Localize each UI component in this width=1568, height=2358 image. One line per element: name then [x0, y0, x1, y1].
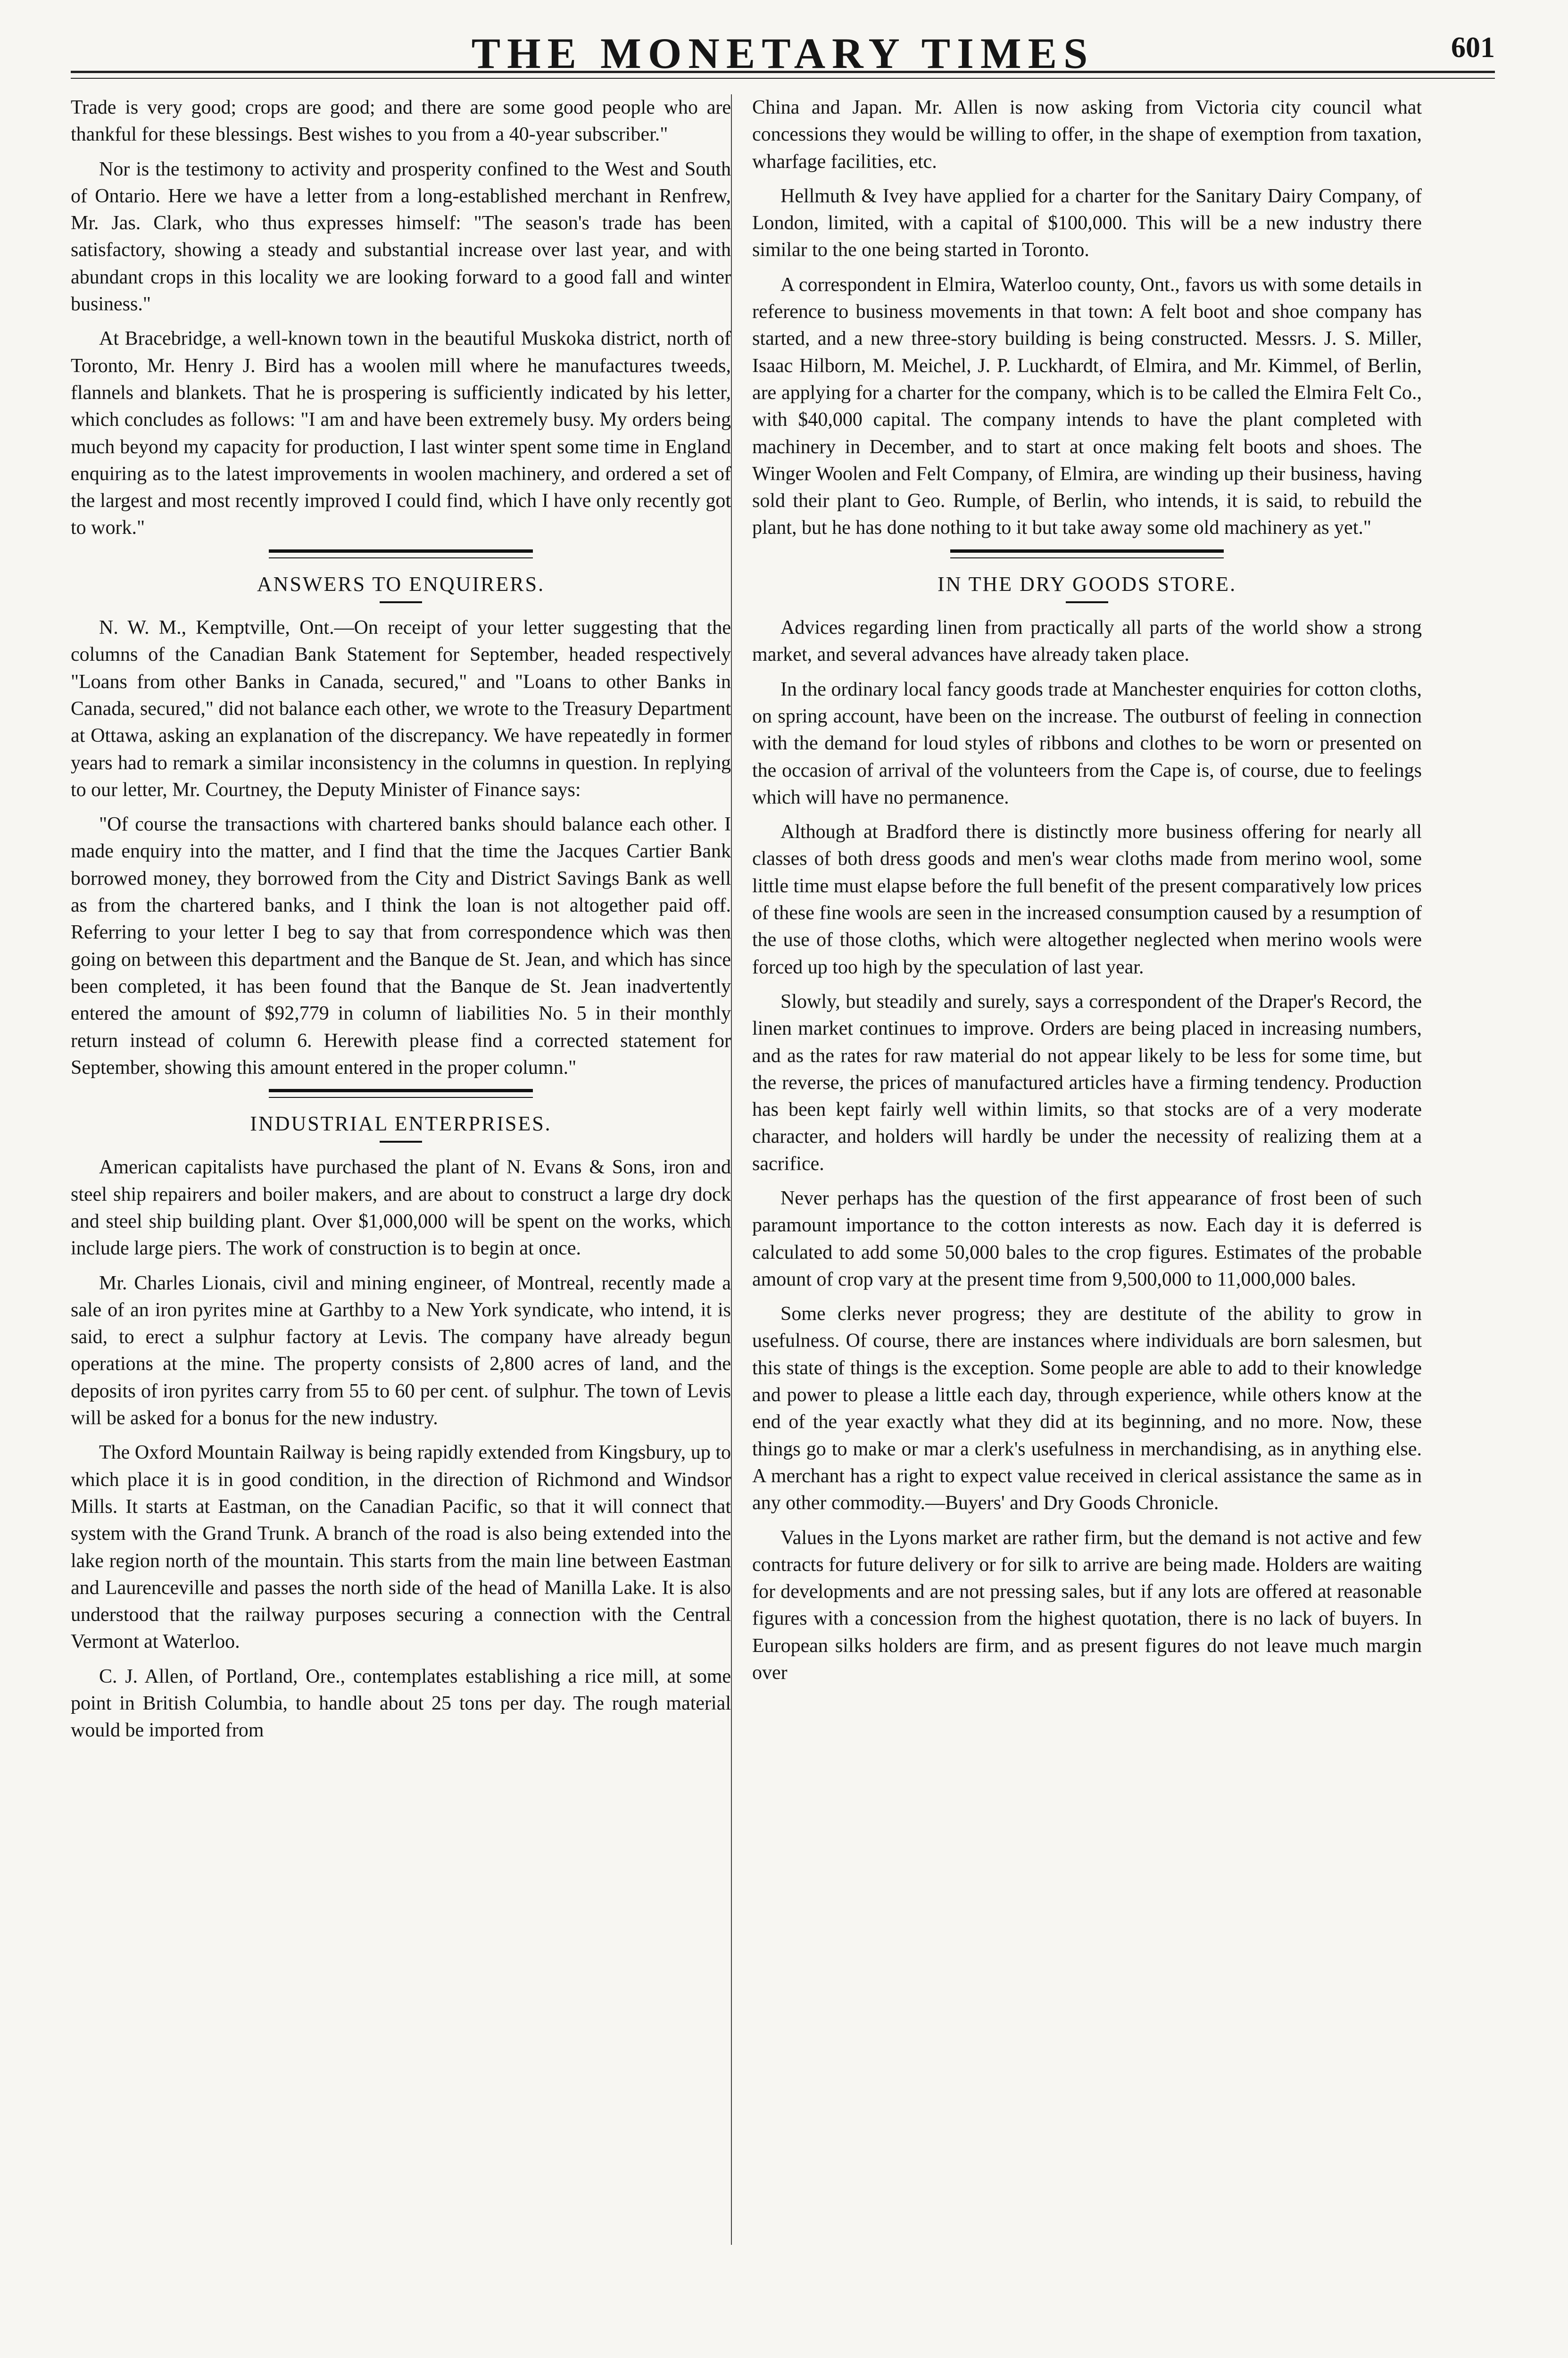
paragraph: Trade is very good; crops are good; and there are some good people who are thankful for these blessings. Best wishes to you from a 40-year subscriber." — [71, 97, 731, 146]
masthead — [71, 19, 1495, 77]
column-divider — [731, 94, 732, 2245]
paragraph: Some clerks never progress; they are destitute of the ability to grow in usefulness. Of course, there are instances where individuals are born salesmen, but this state of things is the exception. Some people are able to add to their knowledge and power to please a little each day, through experience, while others know at the end of the year exactly what they did at its beginning, and no more. Now, these things go to make or mar a clerk's usefulness in merchandising, as in anything else. A merchant has a right to expect value received in clerical assistance the same as in any other commodity.—Buyers' and Dry Goods Chronicle. — [752, 1303, 1422, 1514]
section-heading-answers: ANSWERS TO ENQUIRERS. — [257, 572, 545, 596]
paragraph: Nor is the testimony to activity and prosperity confined to the West and South of Ontario. Here we have a letter from a long-established merchant in Renfrew, Mr. Jas. Clark, who thus expresses himself: "The season's trade has been satisfactory, showing a steady and substantial increase over last year, and with abundant crops in this locality we are looking forward to a good fall and winter business." — [71, 158, 731, 316]
paragraph: In the ordinary local fancy goods trade at Manchester enquiries for cotton cloths, on spring account, have been on the increase. The outburst of feeling in connection with the demand for loud styles of ribbons and clothes to be worn or presented on the occasion of arrival of the volunteers from the Cape is, of course, due to feelings which will have no permanence. — [752, 678, 1422, 808]
page-number: 601 — [1451, 32, 1495, 64]
section-heading-industrial: INDUSTRIAL ENTERPRISES. — [250, 1112, 552, 1136]
heading-underline — [380, 1141, 422, 1143]
paragraph: "Of course the transactions with chartered banks should balance each other. I made enquiry into the matter, and I find that the time the Jacques Cartier Bank borrowed money, they borrowed from the City and District Savings Bank as well as from the chartered banks, and I think the loan is not altogether paid off. Referring to your letter I beg to say that from correspondence which was then going on between this department and the Banque de St. Jean, and which has since been completed, it has been found that the Banque de St. Jean inadvertently entered the amount of $92,779 in column of liabilities No. 5 in their monthly return instead of column 6. Herewith please find a corrected statement for September, showing this amount entered in the proper column." — [71, 814, 731, 1079]
paragraph: Values in the Lyons market are rather firm, but the demand is not active and few contracts for future delivery or for silk to arrive are being made. Holders are waiting for developments and are not pressing sales, but if any lots are offered at reasonable figures with a concession from the highest quotation, there is no lack of buyers. In European silks holders are firm, and as present figures do not leave much margin over — [752, 1527, 1422, 1684]
paragraph: The Oxford Mountain Railway is being rapidly extended from Kingsbury, up to which place it is in good condition, in the direction of Richmond and Windsor Mills. It starts at Eastman, on the Canadian Pacific, so that it will connect that system with the Grand Trunk. A branch of the road is also being extended into the lake region north of the mountain. This starts from the main line between Eastman and Laurenceville and passes the north side of the head of Manilla Lake. It is also understood that the railway purposes securing a connection with the Central Vermont at Waterloo. — [71, 1442, 731, 1653]
heading-underline — [380, 601, 422, 603]
left-column — [71, 94, 731, 1752]
paragraph: Slowly, but steadily and surely, says a correspondent of the Draper's Record, the linen market continues to improve. Orders are being placed in increasing numbers, and as the rates for raw material do not appear likely to be less for some time, but the reverse, the prices of manufactured articles have a firming tendency. Production has been kept fairly well within limits, so that stocks are of a very moderate character, and holders will hardly be under the necessity of realizing them at a sacrifice. — [752, 990, 1422, 1175]
paragraph: Advices regarding linen from practically all parts of the world show a strong market, and several advances have already taken place. — [752, 617, 1422, 666]
paragraph: Never perhaps has the question of the first appearance of frost been of such paramount importance to the cotton interests as now. Each day it is deferred is calculated to add some 50,000 bales to the crop figures. Estimates of the probable amount of crop vary at the present time from 9,500,000 to 11,000,000 bales. — [752, 1187, 1422, 1290]
section-rule — [269, 549, 533, 558]
publication-title: THE MONETARY TIMES — [471, 29, 1095, 77]
heading-underline — [1066, 601, 1108, 603]
paragraph: C. J. Allen, of Portland, Ore., contemplates establishing a rice mill, at some point in British Columbia, to handle about 25 tons per day. The rough material would be imported from — [71, 1665, 731, 1742]
paragraph: At Bracebridge, a well-known town in the beautiful Muskoka district, north of Toronto, Mr. Henry J. Bird has a woolen mill where he manufactures tweeds, flannels and blankets. That he is prospering is sufficiently indicated by his letter, which concludes as follows: "I am and have been extremely busy. My orders being much beyond my capacity for production, I last winter spent some time in England enquiring as to the latest improvements in woolen machinery, and ordered a set of the largest and most recently improved I could find, which I have only recently got to work." — [71, 328, 731, 539]
masthead-rule — [71, 71, 1495, 79]
paragraph: N. W. M., Kemptville, Ont.—On receipt of your letter suggesting that the columns of the Canadian Bank Statement for September, headed respectively "Loans from other Banks in Canada, secured," and "Loans to other Banks in Canada, secured," did not balance each other, we wrote to the Treasury Department at Ottawa, asking an explanation of the discrepancy. We have repeatedly in former years had to remark a similar inconsistency in the columns in question. In replying to our letter, Mr. Courtney, the Deputy Minister of Finance says: — [71, 617, 731, 801]
section-rule — [950, 549, 1224, 558]
paragraph: Mr. Charles Lionais, civil and mining engineer, of Montreal, recently made a sale of an iron pyrites mine at Garthby to a New York syndicate, who intend, it is said, to erect a sulphur factory at Levis. The company have already begun operations at the mine. The property consists of 2,800 acres of land, and the deposits of iron pyrites carry from 55 to 60 per cent. of sulphur. The town of Levis will be asked for a bonus for the new industry. — [71, 1272, 731, 1429]
paragraph: Hellmuth & Ivey have applied for a charter for the Sanitary Dairy Company, of London, limited, with a capital of $100,000. This will be a new industry there similar to the one being started in Toronto. — [752, 185, 1422, 261]
section-heading-dry-goods: IN THE DRY GOODS STORE. — [937, 572, 1237, 596]
paragraph: Although at Bradford there is distinctly more business offering for nearly all classes of both dress goods and men's wear cloths made from merino wool, some little time must elapse before the full benefit of the present comparatively low prices of these fine wools are seen in the increased consumption caused by a resumption of the use of those cloths, which were altogether neglected when merino wools were forced up too high by the speculation of last year. — [752, 821, 1422, 978]
paragraph: China and Japan. Mr. Allen is now asking from Victoria city council what concessions they would be willing to offer, in the shape of exemption from taxation, wharfage facilities, etc. — [752, 97, 1422, 173]
right-column — [752, 94, 1422, 1694]
paragraph: American capitalists have purchased the plant of N. Evans & Sons, iron and steel ship repairers and boiler makers, and are about to construct a large dry dock and steel ship building plant. Over $1,000,000 will be spent on the works, which include large piers. The work of construction is to begin at once. — [71, 1156, 731, 1260]
section-rule — [269, 1089, 533, 1098]
paragraph: A correspondent in Elmira, Waterloo county, Ont., favors us with some details in reference to business movements in that town: A felt boot and shoe company has started, and a new three-story building is being constructed. Messrs. J. S. Miller, Isaac Hilborn, M. Meichel, J. P. Luckhardt, of Elmira, and Mr. Kimmel, of Berlin, are applying for a charter for the company, which is to be called the Elmira Felt Co., with $40,000 capital. The company intends to have the plant completed with machinery in December, and to start at once making felt boots and shoes. The Winger Woolen and Felt Company, of Elmira, are winding up their business, having sold their plant to Geo. Rumple, of Berlin, who intends, it is said, to rebuild the plant, but he has done nothing to it but take away some old machinery as yet." — [752, 274, 1422, 539]
